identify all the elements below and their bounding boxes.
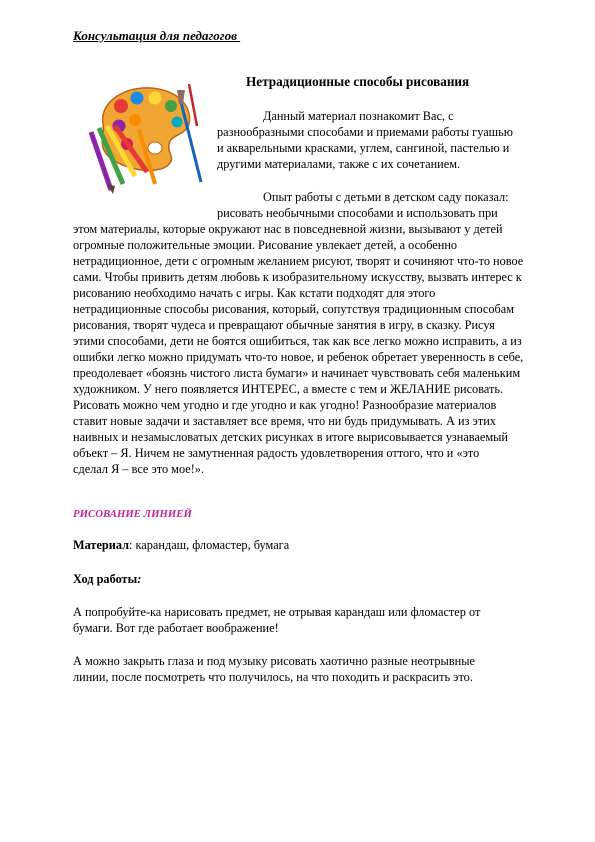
experience-line: нетрадиционные способы рисования, который, сопутствуя традиционным способам: [73, 302, 515, 316]
experience-line: ставит новые задачи и заставляет все время, что ни будь придумывать. А из этих: [73, 414, 496, 428]
experience-line: наивных и незамысловатых детских рисунках в итоге вырисовывается узнаваемый: [73, 430, 508, 444]
experience-line: рисования, творят чудеса и превращают обычные занятия в игру, в сказку. Рисуя: [73, 318, 495, 332]
experience-line: Опыт работы с детьми в детском саду показал:: [263, 190, 509, 204]
experience-line: огромные положительные эмоции. Рисование увлекает детей, а особенно: [73, 238, 458, 252]
intro-line: разнообразными способами и приемами работы гуашью: [217, 125, 513, 139]
work-colon: :: [137, 572, 142, 586]
work-label: Ход работы: [73, 572, 138, 586]
paragraph-line: бумаги. Вот где работает воображение!: [73, 621, 279, 635]
experience-line: этими способами, дети не боятся ошибиться, так как все легко можно исправить, а из: [73, 334, 522, 348]
experience-line: нетрадиционное, дети с огромным желанием рисуют, творят и сочиняют что-то новое: [73, 254, 524, 268]
paint-palette-illustration: [85, 72, 203, 196]
section-title: РИСОВАНИЕ ЛИНИЕЙ: [73, 508, 192, 520]
material-line: [73, 537, 289, 553]
paragraph-line: А попробуйте-ка нарисовать предмет, не отрывая карандаш или фломастер от: [73, 605, 481, 619]
experience-line: рисованию необходимо начать с игры. Как кстати подходят для этого: [73, 286, 436, 300]
experience-line: сделал Я – все это мое!».: [73, 462, 205, 476]
article-title: Нетрадиционные способы рисования: [246, 74, 470, 89]
experience-line: Рисовать можно чем угодно и где угодно и как угодно! Разнообразие материалов: [73, 398, 497, 412]
document-header: Консультация для педагогов: [73, 28, 241, 43]
material-label: Материал: [73, 538, 130, 552]
intro-line: Данный материал познакомит Вас, с: [263, 109, 454, 123]
experience-line: этом материалы, которые окружают нас в повседневной жизни, вызывают у детей: [73, 222, 503, 236]
work-heading: [73, 571, 141, 587]
experience-line: преодолевает «боязнь чистого листа бумаги» и начинает чувствовать себя маленьким: [73, 366, 521, 380]
intro-line: и акварельными красками, углем, сангиной, пастелью и: [217, 141, 510, 155]
experience-line: объект – Я. Ничем не замутненная радость удовлетворения оттого, что и «это: [73, 446, 480, 460]
experience-line: сами. Чтобы привить детям любовь к изобразительному искусству, вызвать интерес к: [73, 270, 522, 284]
material-text: : карандаш, фломастер, бумага: [129, 538, 290, 552]
experience-line: ошибки легко можно придумать что-то новое, и ребенок обретает уверенность в себе,: [73, 350, 524, 364]
experience-line: художником. У него появляется ИНТЕРЕС, а вместе с тем и ЖЕЛАНИЕ рисовать.: [73, 382, 504, 396]
experience-line: рисовать необычными способами и использовать при: [217, 206, 498, 220]
intro-line: другими материалами, также с их сочетанием.: [217, 157, 461, 171]
paragraph-line: линии, после посмотреть что получилось, на что походить и раскрасить это.: [73, 670, 473, 684]
paragraph-line: А можно закрыть глаза и под музыку рисовать хаотично разные неотрывные: [73, 654, 475, 668]
